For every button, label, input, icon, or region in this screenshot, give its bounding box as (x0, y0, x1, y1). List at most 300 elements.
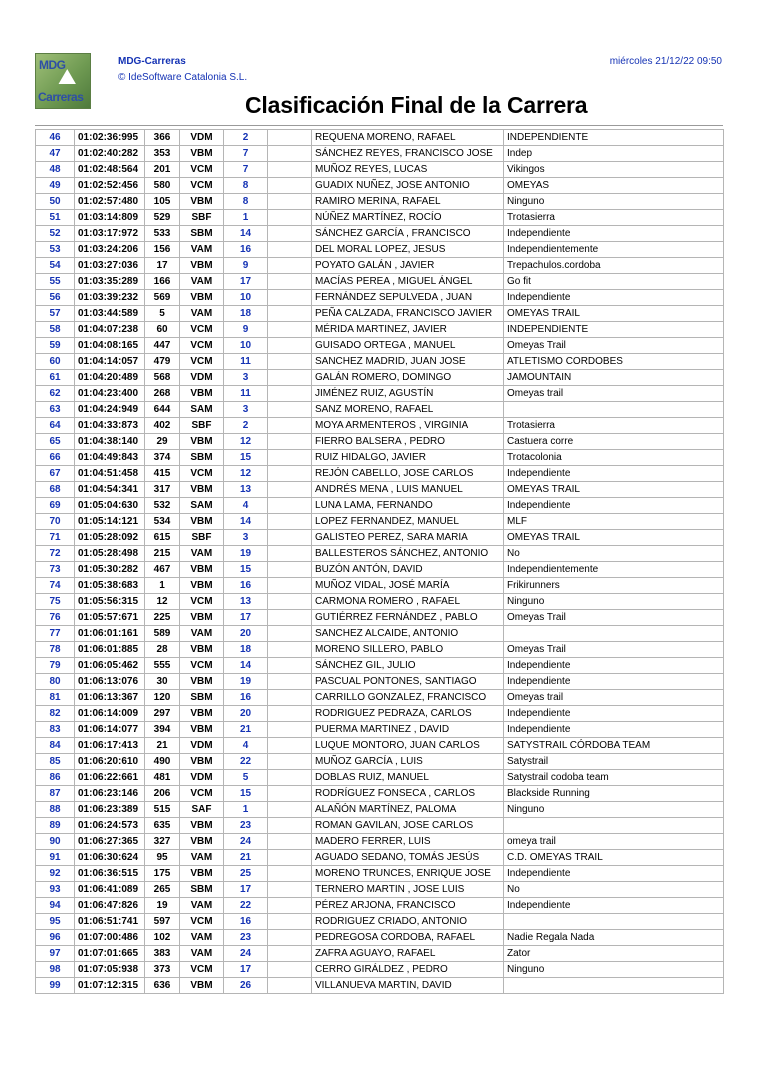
time-cell: 01:07:05:938 (75, 962, 145, 978)
club-cell: Trepachulos.cordoba (504, 258, 724, 274)
position-cell: 61 (36, 370, 75, 386)
table-row (36, 690, 724, 706)
empty-cell (268, 850, 312, 866)
empty-cell (268, 290, 312, 306)
empty-cell (268, 962, 312, 978)
time-cell: 01:05:38:683 (75, 578, 145, 594)
position-cell: 65 (36, 434, 75, 450)
category-cell: VDM (180, 738, 224, 754)
club-cell: Castuera corre (504, 434, 724, 450)
category-position-cell: 4 (224, 738, 268, 754)
time-cell: 01:07:01:665 (75, 946, 145, 962)
club-cell: Go fit (504, 274, 724, 290)
empty-cell (268, 178, 312, 194)
empty-cell (268, 226, 312, 242)
runner-name-cell: DEL MORAL LOPEZ, JESUS (312, 242, 504, 258)
category-cell: VBM (180, 434, 224, 450)
category-position-cell: 1 (224, 802, 268, 818)
category-cell: SBM (180, 882, 224, 898)
empty-cell (268, 658, 312, 674)
position-cell: 74 (36, 578, 75, 594)
runner-name-cell: PUERMA MARTINEZ , DAVID (312, 722, 504, 738)
category-cell: VAM (180, 626, 224, 642)
runner-name-cell: ANDRÉS MENA , LUIS MANUEL (312, 482, 504, 498)
empty-cell (268, 770, 312, 786)
empty-cell (268, 898, 312, 914)
club-cell: Frikirunners (504, 578, 724, 594)
category-position-cell: 13 (224, 594, 268, 610)
category-cell: VAM (180, 274, 224, 290)
category-position-cell: 3 (224, 370, 268, 386)
category-position-cell: 11 (224, 386, 268, 402)
category-cell: VBM (180, 386, 224, 402)
category-cell: VBM (180, 290, 224, 306)
time-cell: 01:06:27:365 (75, 834, 145, 850)
table-row (36, 306, 724, 322)
category-cell: VBM (180, 258, 224, 274)
category-cell: VAM (180, 898, 224, 914)
bib-number-cell: 317 (145, 482, 180, 498)
club-cell: Omeyas trail (504, 690, 724, 706)
category-cell: VBM (180, 514, 224, 530)
category-position-cell: 19 (224, 546, 268, 562)
table-row (36, 834, 724, 850)
table-row (36, 418, 724, 434)
club-cell: Independiente (504, 866, 724, 882)
table-row (36, 274, 724, 290)
runner-name-cell: PEDREGOSA CORDOBA, RAFAEL (312, 930, 504, 946)
club-cell: C.D. OMEYAS TRAIL (504, 850, 724, 866)
results-table (35, 129, 724, 994)
empty-cell (268, 578, 312, 594)
runner-name-cell: POYATO GALÁN , JAVIER (312, 258, 504, 274)
runner-name-cell: REQUENA MORENO, RAFAEL (312, 130, 504, 146)
table-row (36, 242, 724, 258)
category-cell: VCM (180, 962, 224, 978)
copyright: © IdeSoftware Catalonia S.L. (118, 72, 248, 83)
position-cell: 59 (36, 338, 75, 354)
category-position-cell: 18 (224, 306, 268, 322)
category-position-cell: 16 (224, 914, 268, 930)
time-cell: 01:02:52:456 (75, 178, 145, 194)
runner-name-cell: AGUADO SEDANO, TOMÁS JESÚS (312, 850, 504, 866)
time-cell: 01:04:51:458 (75, 466, 145, 482)
category-position-cell: 14 (224, 514, 268, 530)
position-cell: 77 (36, 626, 75, 642)
table-row (36, 594, 724, 610)
bib-number-cell: 532 (145, 498, 180, 514)
table-row (36, 386, 724, 402)
bib-number-cell: 529 (145, 210, 180, 226)
category-position-cell: 14 (224, 226, 268, 242)
club-cell (504, 914, 724, 930)
bib-number-cell: 615 (145, 530, 180, 546)
bib-number-cell: 597 (145, 914, 180, 930)
position-cell: 94 (36, 898, 75, 914)
bib-number-cell: 95 (145, 850, 180, 866)
category-position-cell: 12 (224, 466, 268, 482)
position-cell: 64 (36, 418, 75, 434)
time-cell: 01:06:20:610 (75, 754, 145, 770)
table-row (36, 338, 724, 354)
time-cell: 01:07:12:315 (75, 978, 145, 994)
category-cell: VBM (180, 194, 224, 210)
runner-name-cell: GUTIÉRREZ FERNÁNDEZ , PABLO (312, 610, 504, 626)
time-cell: 01:02:36:995 (75, 130, 145, 146)
bib-number-cell: 636 (145, 978, 180, 994)
time-cell: 01:05:14:121 (75, 514, 145, 530)
category-cell: VBM (180, 978, 224, 994)
position-cell: 71 (36, 530, 75, 546)
bib-number-cell: 156 (145, 242, 180, 258)
time-cell: 01:04:07:238 (75, 322, 145, 338)
table-row (36, 818, 724, 834)
category-cell: VBM (180, 642, 224, 658)
empty-cell (268, 482, 312, 498)
category-cell: VBM (180, 818, 224, 834)
time-cell: 01:04:38:140 (75, 434, 145, 450)
category-position-cell: 17 (224, 610, 268, 626)
club-cell: SATYSTRAIL CÓRDOBA TEAM (504, 738, 724, 754)
bib-number-cell: 225 (145, 610, 180, 626)
time-cell: 01:05:28:498 (75, 546, 145, 562)
bib-number-cell: 589 (145, 626, 180, 642)
club-cell: OMEYAS TRAIL (504, 530, 724, 546)
category-cell: VDM (180, 370, 224, 386)
runner-name-cell: BALLESTEROS SÁNCHEZ, ANTONIO (312, 546, 504, 562)
position-cell: 56 (36, 290, 75, 306)
club-cell: OMEYAS (504, 178, 724, 194)
table-row (36, 482, 724, 498)
time-cell: 01:04:54:341 (75, 482, 145, 498)
table-row (36, 738, 724, 754)
empty-cell (268, 626, 312, 642)
category-cell: VBM (180, 482, 224, 498)
bib-number-cell: 12 (145, 594, 180, 610)
time-cell: 01:06:30:624 (75, 850, 145, 866)
runner-name-cell: SÁNCHEZ GARCÍA , FRANCISCO (312, 226, 504, 242)
position-cell: 92 (36, 866, 75, 882)
position-cell: 60 (36, 354, 75, 370)
table-row (36, 642, 724, 658)
position-cell: 85 (36, 754, 75, 770)
position-cell: 84 (36, 738, 75, 754)
category-position-cell: 18 (224, 642, 268, 658)
runner-name-cell: LUQUE MONTORO, JUAN CARLOS (312, 738, 504, 754)
empty-cell (268, 786, 312, 802)
category-cell: VAM (180, 242, 224, 258)
club-cell: Indep (504, 146, 724, 162)
category-position-cell: 2 (224, 130, 268, 146)
bib-number-cell: 534 (145, 514, 180, 530)
bib-number-cell: 394 (145, 722, 180, 738)
table-row (36, 546, 724, 562)
table-row (36, 770, 724, 786)
table-row (36, 162, 724, 178)
bib-number-cell: 28 (145, 642, 180, 658)
position-cell: 81 (36, 690, 75, 706)
category-position-cell: 2 (224, 418, 268, 434)
category-position-cell: 4 (224, 498, 268, 514)
bib-number-cell: 635 (145, 818, 180, 834)
runner-name-cell: GUADIX NUÑEZ, JOSE ANTONIO (312, 178, 504, 194)
category-cell: VDM (180, 770, 224, 786)
bib-number-cell: 1 (145, 578, 180, 594)
table-row (36, 978, 724, 994)
category-position-cell: 23 (224, 818, 268, 834)
category-cell: SBF (180, 530, 224, 546)
empty-cell (268, 738, 312, 754)
bib-number-cell: 568 (145, 370, 180, 386)
runner-name-cell: CARRILLO GONZALEZ, FRANCISCO (312, 690, 504, 706)
table-row (36, 178, 724, 194)
runner-name-cell: RAMIRO MERINA, RAFAEL (312, 194, 504, 210)
time-cell: 01:05:56:315 (75, 594, 145, 610)
table-row (36, 354, 724, 370)
empty-cell (268, 386, 312, 402)
runner-name-cell: ROMAN GAVILAN, JOSE CARLOS (312, 818, 504, 834)
category-position-cell: 26 (224, 978, 268, 994)
category-position-cell: 14 (224, 658, 268, 674)
position-cell: 47 (36, 146, 75, 162)
runner-name-cell: MACÍAS PEREA , MIGUEL ÁNGEL (312, 274, 504, 290)
position-cell: 75 (36, 594, 75, 610)
position-cell: 99 (36, 978, 75, 994)
category-cell: VCM (180, 322, 224, 338)
category-cell: VCM (180, 338, 224, 354)
time-cell: 01:03:27:036 (75, 258, 145, 274)
category-position-cell: 3 (224, 530, 268, 546)
bib-number-cell: 366 (145, 130, 180, 146)
runner-name-cell: MORENO TRUNCES, ENRIQUE JOSE (312, 866, 504, 882)
title-divider (35, 125, 723, 126)
bib-number-cell: 297 (145, 706, 180, 722)
bib-number-cell: 374 (145, 450, 180, 466)
club-cell: No (504, 546, 724, 562)
table-row (36, 322, 724, 338)
category-cell: VBM (180, 674, 224, 690)
bib-number-cell: 268 (145, 386, 180, 402)
club-cell: Trotacolonia (504, 450, 724, 466)
bib-number-cell: 353 (145, 146, 180, 162)
position-cell: 51 (36, 210, 75, 226)
category-position-cell: 23 (224, 930, 268, 946)
club-cell: Trotasierra (504, 210, 724, 226)
logo-text-top: MDG (39, 58, 66, 72)
table-row (36, 930, 724, 946)
club-cell (504, 978, 724, 994)
runner-name-cell: SANZ MORENO, RAFAEL (312, 402, 504, 418)
empty-cell (268, 978, 312, 994)
empty-cell (268, 194, 312, 210)
runner-name-cell: JIMÉNEZ RUIZ, AGUSTÍN (312, 386, 504, 402)
empty-cell (268, 370, 312, 386)
club-cell: Vikingos (504, 162, 724, 178)
category-position-cell: 17 (224, 882, 268, 898)
category-cell: VBM (180, 610, 224, 626)
time-cell: 01:03:17:972 (75, 226, 145, 242)
time-cell: 01:06:23:146 (75, 786, 145, 802)
category-position-cell: 15 (224, 786, 268, 802)
runner-name-cell: PASCUAL PONTONES, SANTIAGO (312, 674, 504, 690)
runner-name-cell: MÉRIDA MARTINEZ, JAVIER (312, 322, 504, 338)
bib-number-cell: 120 (145, 690, 180, 706)
position-cell: 89 (36, 818, 75, 834)
bib-number-cell: 515 (145, 802, 180, 818)
bib-number-cell: 175 (145, 866, 180, 882)
category-cell: VBM (180, 754, 224, 770)
time-cell: 01:07:00:486 (75, 930, 145, 946)
table-row (36, 146, 724, 162)
club-cell: Zator (504, 946, 724, 962)
results-body (36, 130, 724, 994)
time-cell: 01:04:49:843 (75, 450, 145, 466)
position-cell: 63 (36, 402, 75, 418)
bib-number-cell: 490 (145, 754, 180, 770)
category-position-cell: 20 (224, 626, 268, 642)
time-cell: 01:06:24:573 (75, 818, 145, 834)
time-cell: 01:06:22:661 (75, 770, 145, 786)
time-cell: 01:06:13:367 (75, 690, 145, 706)
runner-name-cell: GALÁN ROMERO, DOMINGO (312, 370, 504, 386)
runner-name-cell: MUÑOZ GARCÍA , LUIS (312, 754, 504, 770)
club-cell: Blackside Running (504, 786, 724, 802)
empty-cell (268, 338, 312, 354)
time-cell: 01:06:01:885 (75, 642, 145, 658)
empty-cell (268, 498, 312, 514)
category-position-cell: 21 (224, 722, 268, 738)
table-row (36, 514, 724, 530)
club-cell: Ninguno (504, 194, 724, 210)
position-cell: 70 (36, 514, 75, 530)
empty-cell (268, 130, 312, 146)
category-cell: VAM (180, 546, 224, 562)
runner-name-cell: MUÑOZ REYES, LUCAS (312, 162, 504, 178)
category-cell: VAM (180, 306, 224, 322)
category-position-cell: 19 (224, 674, 268, 690)
time-cell: 01:05:57:671 (75, 610, 145, 626)
empty-cell (268, 306, 312, 322)
empty-cell (268, 818, 312, 834)
bib-number-cell: 215 (145, 546, 180, 562)
category-position-cell: 17 (224, 962, 268, 978)
position-cell: 72 (36, 546, 75, 562)
position-cell: 46 (36, 130, 75, 146)
print-datetime: miércoles 21/12/22 09:50 (609, 56, 722, 67)
position-cell: 95 (36, 914, 75, 930)
category-cell: SBM (180, 226, 224, 242)
position-cell: 50 (36, 194, 75, 210)
table-row (36, 610, 724, 626)
club-cell: OMEYAS TRAIL (504, 306, 724, 322)
club-cell: Independiente (504, 658, 724, 674)
empty-cell (268, 706, 312, 722)
club-cell: Independiente (504, 466, 724, 482)
bib-number-cell: 206 (145, 786, 180, 802)
bib-number-cell: 265 (145, 882, 180, 898)
category-cell: VBM (180, 578, 224, 594)
time-cell: 01:06:47:826 (75, 898, 145, 914)
category-cell: VBM (180, 722, 224, 738)
time-cell: 01:05:30:282 (75, 562, 145, 578)
category-position-cell: 17 (224, 274, 268, 290)
club-cell: Ninguno (504, 802, 724, 818)
logo-text-bottom: Carreras (38, 90, 84, 104)
time-cell: 01:03:24:206 (75, 242, 145, 258)
table-row (36, 754, 724, 770)
runner-name-cell: MORENO SILLERO, PABLO (312, 642, 504, 658)
position-cell: 52 (36, 226, 75, 242)
category-cell: VAM (180, 850, 224, 866)
empty-cell (268, 546, 312, 562)
time-cell: 01:06:14:009 (75, 706, 145, 722)
time-cell: 01:03:39:232 (75, 290, 145, 306)
club-cell: Independiente (504, 498, 724, 514)
empty-cell (268, 834, 312, 850)
club-cell: INDEPENDIENTE (504, 130, 724, 146)
category-cell: VCM (180, 914, 224, 930)
category-position-cell: 8 (224, 194, 268, 210)
category-position-cell: 16 (224, 690, 268, 706)
club-cell (504, 626, 724, 642)
runner-name-cell: TERNERO MARTIN , JOSE LUIS (312, 882, 504, 898)
empty-cell (268, 674, 312, 690)
table-row (36, 962, 724, 978)
club-cell: Omeyas trail (504, 386, 724, 402)
position-cell: 58 (36, 322, 75, 338)
runner-name-cell: FERNÁNDEZ SEPULVEDA , JUAN (312, 290, 504, 306)
club-cell: Independiente (504, 722, 724, 738)
position-cell: 97 (36, 946, 75, 962)
bib-number-cell: 166 (145, 274, 180, 290)
category-position-cell: 9 (224, 322, 268, 338)
category-cell: VCM (180, 466, 224, 482)
table-row (36, 706, 724, 722)
position-cell: 83 (36, 722, 75, 738)
empty-cell (268, 162, 312, 178)
empty-cell (268, 802, 312, 818)
table-row (36, 258, 724, 274)
runner-name-cell: MADERO FERRER, LUIS (312, 834, 504, 850)
runner-name-cell: FIERRO BALSERA , PEDRO (312, 434, 504, 450)
runner-name-cell: RODRIGUEZ CRIADO, ANTONIO (312, 914, 504, 930)
runner-name-cell: SÁNCHEZ REYES, FRANCISCO JOSE (312, 146, 504, 162)
runner-name-cell: CARMONA ROMERO , RAFAEL (312, 594, 504, 610)
club-cell: Independiente (504, 898, 724, 914)
category-position-cell: 16 (224, 578, 268, 594)
club-cell: Nadie Regala Nada (504, 930, 724, 946)
category-cell: SBF (180, 418, 224, 434)
category-cell: VAM (180, 946, 224, 962)
category-cell: VCM (180, 594, 224, 610)
runner-name-cell: VILLANUEVA MARTIN, DAVID (312, 978, 504, 994)
table-row (36, 290, 724, 306)
position-cell: 82 (36, 706, 75, 722)
bib-number-cell: 60 (145, 322, 180, 338)
empty-cell (268, 530, 312, 546)
category-cell: SBM (180, 690, 224, 706)
empty-cell (268, 610, 312, 626)
club-cell: Ninguno (504, 962, 724, 978)
club-cell: Trotasierra (504, 418, 724, 434)
time-cell: 01:04:33:873 (75, 418, 145, 434)
time-cell: 01:06:13:076 (75, 674, 145, 690)
position-cell: 73 (36, 562, 75, 578)
category-position-cell: 21 (224, 850, 268, 866)
table-row (36, 130, 724, 146)
club-cell: Omeyas Trail (504, 338, 724, 354)
runner-name-cell: REJÓN CABELLO, JOSE CARLOS (312, 466, 504, 482)
